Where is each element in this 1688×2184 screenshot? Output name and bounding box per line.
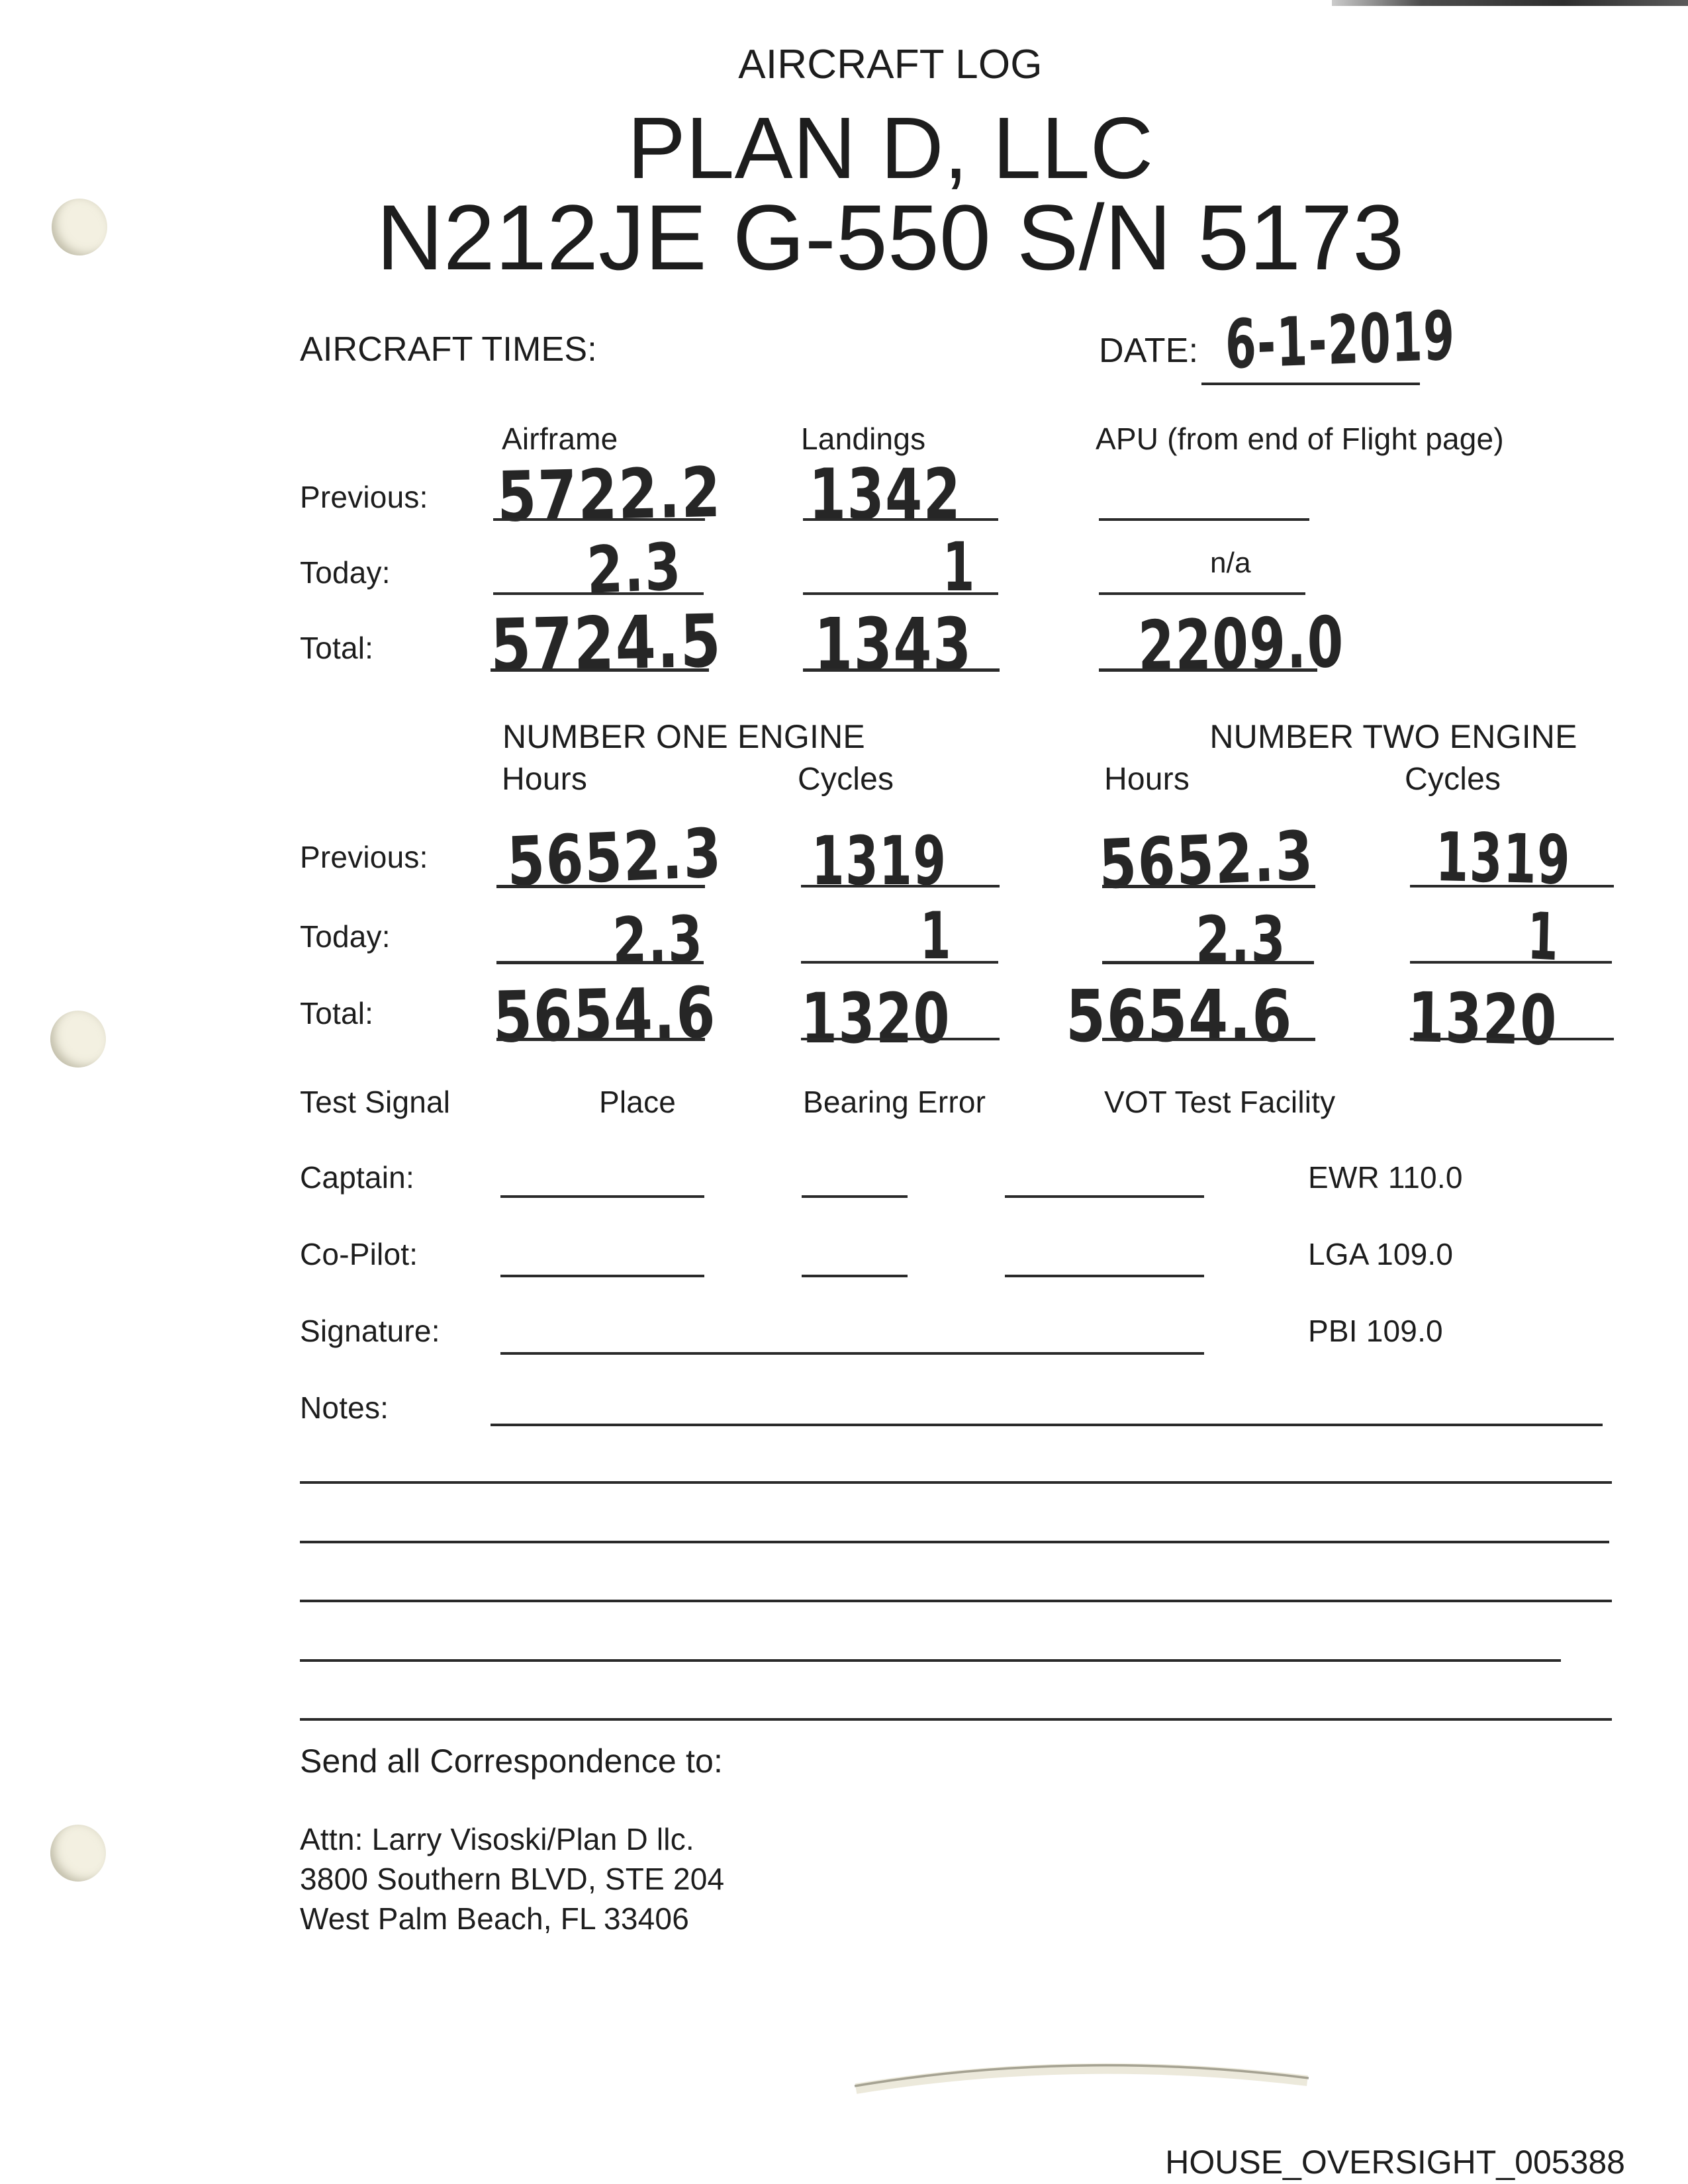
notes-line-2	[300, 1481, 1612, 1484]
e1-total-hours: 5654.6	[492, 972, 717, 1058]
e1-previous-cycles: 1319	[812, 822, 947, 901]
previous-landings-value: 1342	[809, 454, 962, 535]
correspondence-heading: Send all Correspondence to:	[300, 1743, 724, 1780]
company-name: PLAN D, LLC	[627, 99, 1154, 197]
e2-today-cycles-line	[1410, 961, 1612, 964]
col-apu: APU (from end of Flight page)	[1096, 422, 1504, 456]
row-label-total: Total:	[300, 631, 374, 665]
col-landings: Landings	[801, 422, 926, 456]
total-airframe-value: 5724.5	[490, 598, 723, 688]
engine-row-label-today: Today:	[300, 919, 391, 954]
e1-today-hours-line	[496, 961, 704, 964]
engine-row-label-previous: Previous:	[300, 840, 428, 874]
copilot-label: Co-Pilot:	[300, 1237, 418, 1271]
hole-punch	[50, 1011, 106, 1068]
e2-previous-hours: 5652.3	[1098, 816, 1315, 905]
log-title: AIRCRAFT LOG	[738, 42, 1043, 87]
today-apu-na: n/a	[1210, 547, 1251, 579]
correspondence-address1: 3800 Southern BLVD, STE 204	[300, 1862, 725, 1896]
date-line	[1201, 383, 1420, 385]
total-landings-value: 1343	[814, 602, 972, 687]
captain-bearing-line	[802, 1195, 908, 1198]
facility-lga: LGA 109.0	[1308, 1237, 1454, 1271]
correspondence-address2: West Palm Beach, FL 33406	[300, 1901, 689, 1936]
col-place: Place	[599, 1085, 677, 1119]
date-label: DATE:	[1099, 332, 1199, 370]
col-vot-test-facility: VOT Test Facility	[1104, 1085, 1336, 1119]
notes-line-3	[300, 1541, 1609, 1543]
previous-airframe-value: 5722.2	[496, 451, 722, 537]
captain-vot-line	[1005, 1195, 1204, 1198]
previous-airframe-line	[493, 518, 705, 521]
signature-line	[500, 1352, 1204, 1355]
e2-today-hours: 2.3	[1196, 903, 1287, 977]
engine-row-label-total: Total:	[300, 996, 374, 1030]
aircraft-ident: N212JE G-550 S/N 5173	[376, 185, 1405, 289]
scan-edge-artifact	[1332, 0, 1688, 6]
previous-apu-line	[1099, 518, 1309, 521]
date-value: 6-1-2019	[1224, 296, 1456, 385]
e1-cycles-label: Cycles	[798, 762, 894, 797]
scan-smudge-artifact	[844, 2045, 1321, 2098]
e2-previous-hours-line	[1102, 885, 1315, 888]
bates-number: HOUSE_OVERSIGHT_005388	[1165, 2144, 1625, 2181]
total-landings-line	[803, 668, 1000, 672]
e1-total-cycles-line	[801, 1038, 1000, 1040]
copilot-place-line	[500, 1275, 704, 1277]
e1-total-hours-line	[496, 1038, 705, 1041]
notes-label: Notes:	[300, 1390, 389, 1425]
row-label-today: Today:	[300, 555, 391, 590]
e2-previous-cycles: 1319	[1435, 818, 1571, 901]
e2-hours-label: Hours	[1104, 762, 1190, 797]
engine-two-title: NUMBER TWO ENGINE	[1209, 718, 1577, 755]
e1-hours-label: Hours	[502, 762, 588, 797]
e2-total-cycles: 1320	[1407, 977, 1558, 1062]
e2-previous-cycles-line	[1410, 885, 1614, 887]
correspondence-attn: Attn: Larry Visoski/Plan D llc.	[300, 1822, 694, 1856]
notes-line-5	[300, 1659, 1561, 1662]
e1-today-hours: 2.3	[612, 901, 704, 978]
e1-previous-cycles-line	[801, 885, 1000, 887]
copilot-bearing-line	[802, 1275, 908, 1277]
copilot-vot-line	[1005, 1275, 1204, 1277]
total-apu-value: 2209.0	[1137, 601, 1345, 688]
row-label-previous: Previous:	[300, 480, 428, 514]
col-test-signal: Test Signal	[300, 1085, 451, 1119]
notes-line-1	[491, 1424, 1603, 1426]
total-apu-line	[1099, 668, 1317, 672]
hole-punch	[50, 1825, 106, 1882]
previous-landings-line	[803, 518, 998, 521]
notes-line-6	[300, 1718, 1612, 1721]
facility-ewr: EWR 110.0	[1308, 1160, 1463, 1195]
e1-previous-hours-line	[496, 885, 705, 888]
e2-total-cycles-line	[1410, 1038, 1614, 1040]
e1-today-cycles: 1	[920, 899, 952, 974]
engine-one-title: NUMBER ONE ENGINE	[502, 718, 865, 755]
captain-place-line	[500, 1195, 704, 1198]
captain-label: Captain:	[300, 1160, 414, 1195]
today-airframe-line	[493, 592, 704, 595]
col-bearing-error: Bearing Error	[803, 1085, 986, 1119]
e2-today-hours-line	[1102, 961, 1314, 964]
today-airframe-value: 2.3	[585, 529, 683, 609]
e2-total-hours: 5654.6	[1066, 976, 1293, 1058]
e1-previous-hours: 5652.3	[506, 813, 724, 902]
facility-pbi: PBI 109.0	[1308, 1314, 1443, 1348]
notes-line-4	[300, 1600, 1612, 1602]
aircraft-times-label: AIRCRAFT TIMES:	[300, 330, 597, 369]
e2-today-cycles: 1	[1526, 899, 1560, 976]
today-apu-line	[1099, 592, 1305, 595]
col-airframe: Airframe	[502, 422, 618, 456]
today-landings-line	[803, 592, 998, 595]
today-landings-value: 1	[943, 528, 976, 607]
e1-today-cycles-line	[801, 961, 998, 964]
e2-cycles-label: Cycles	[1405, 762, 1501, 797]
total-airframe-line	[491, 668, 709, 672]
e2-total-hours-line	[1102, 1038, 1315, 1041]
signature-label: Signature:	[300, 1314, 440, 1348]
e1-total-cycles: 1320	[801, 978, 951, 1059]
